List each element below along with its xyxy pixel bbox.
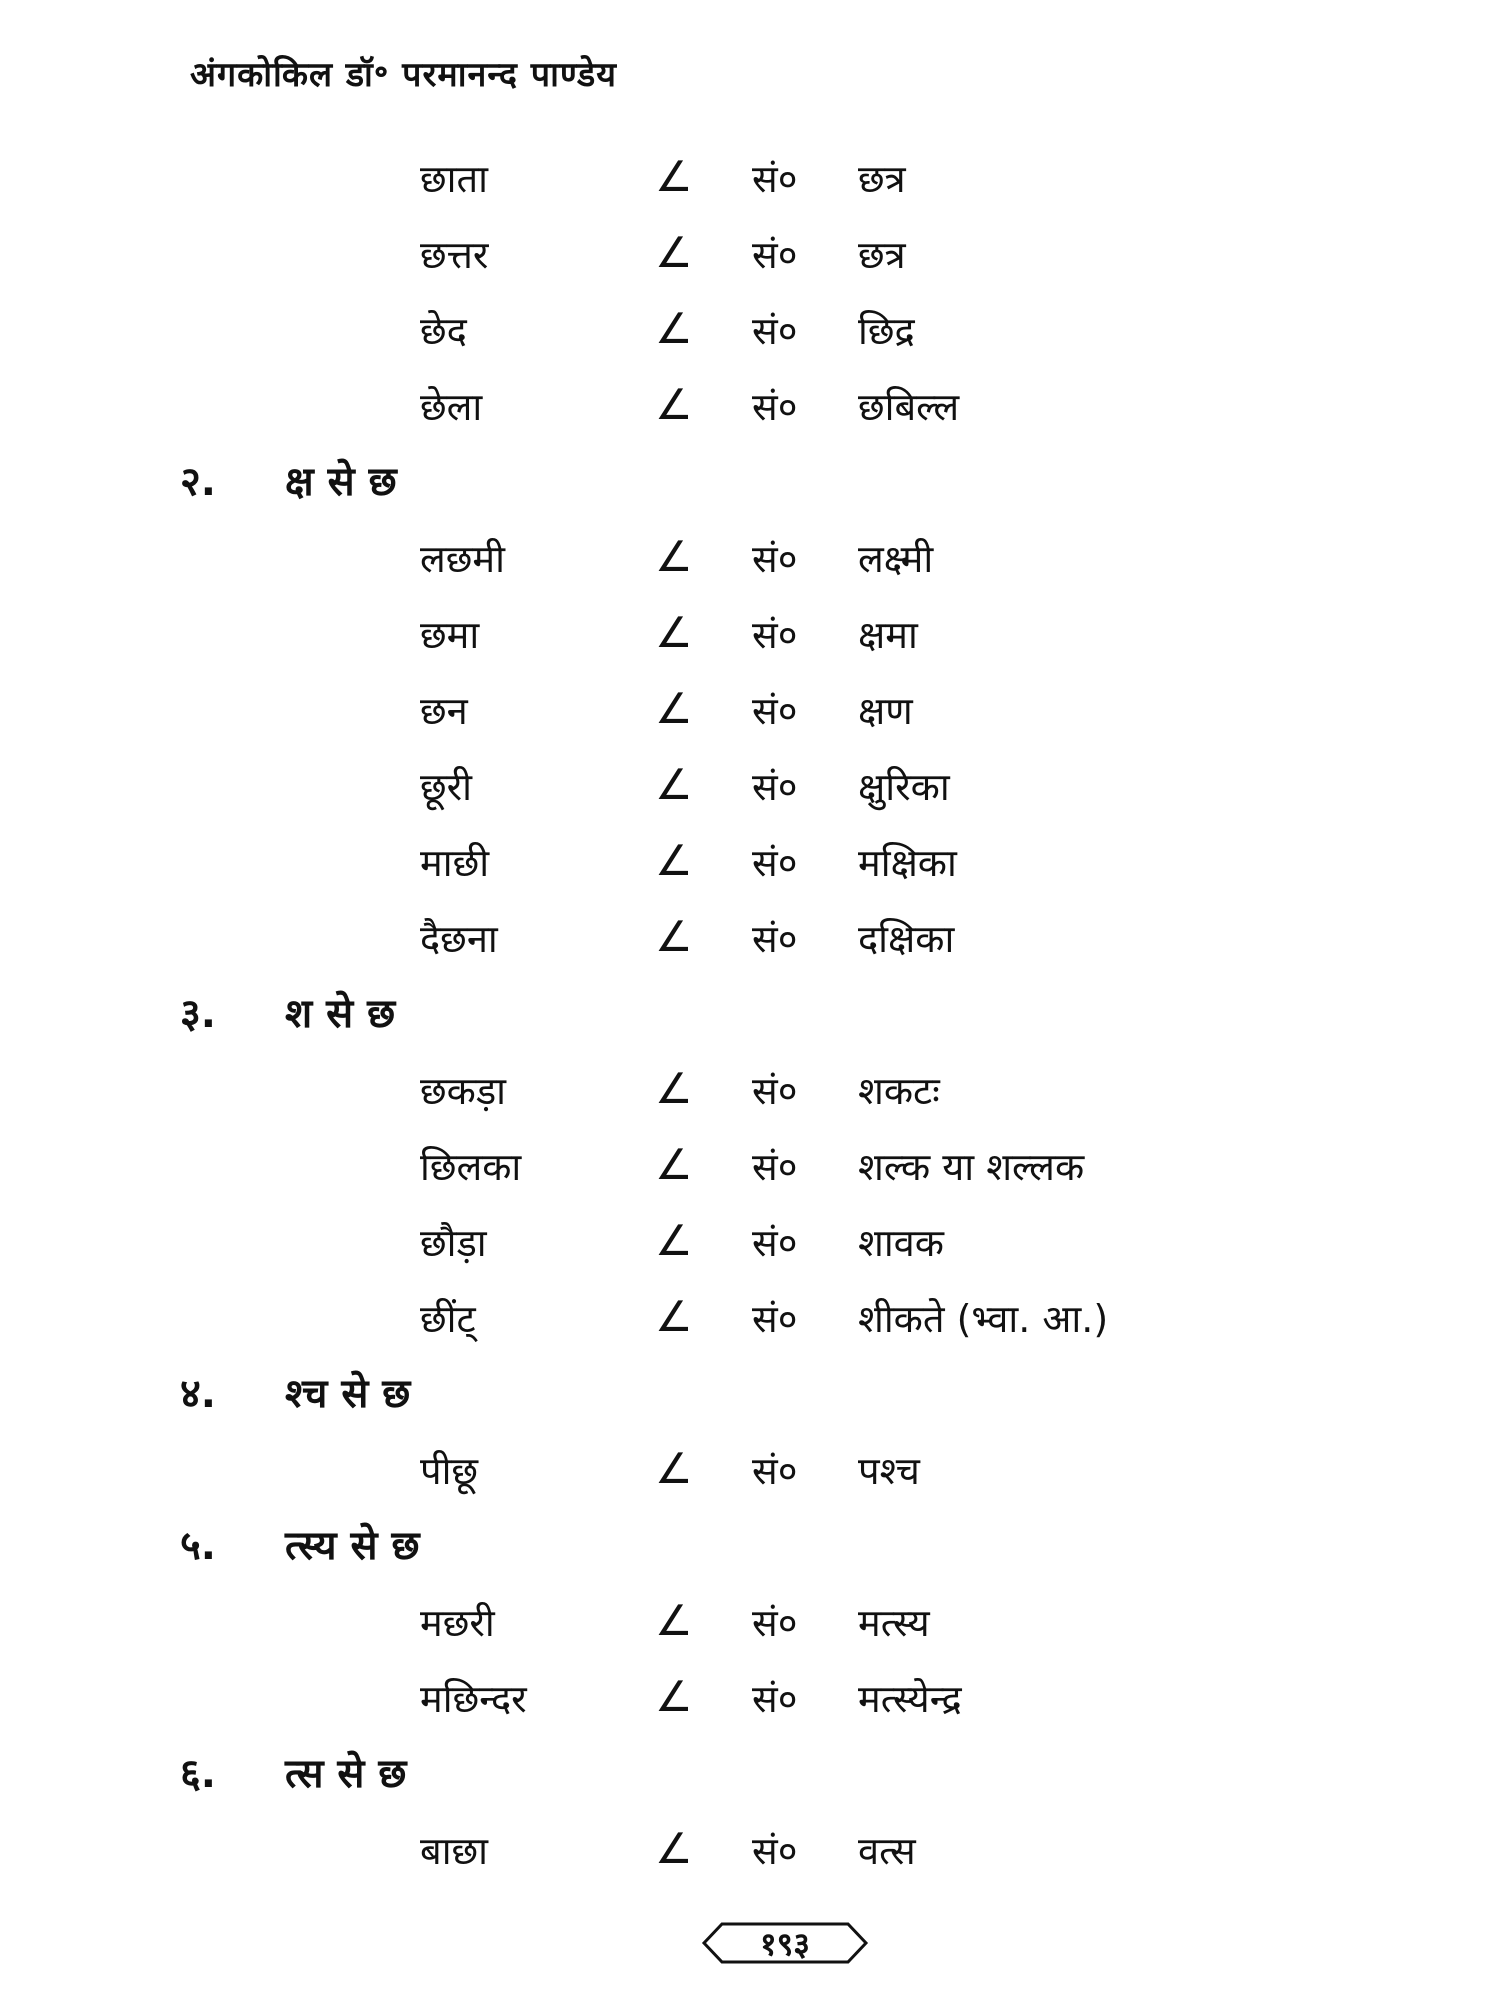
source-word: छत्र (858, 157, 906, 201)
section-number: ५. (180, 1523, 216, 1569)
sanskrit-abbreviation: सं० (752, 613, 798, 657)
source-word: छबिल्ल (858, 385, 960, 429)
source-word: शल्क या शल्लक (858, 1145, 1085, 1189)
entry-row (0, 836, 1500, 896)
entry-row (0, 304, 1500, 364)
entry-word: छकड़ा (420, 1069, 506, 1113)
entry-word: दैछना (420, 917, 498, 961)
source-word: पश्च (858, 1449, 920, 1493)
section-title: त्स्य से छ (285, 1523, 420, 1569)
sanskrit-abbreviation: सं० (752, 537, 798, 581)
derivation-sign: ∠ (655, 1444, 693, 1493)
source-word: वत्स (858, 1829, 916, 1873)
entry-row (0, 380, 1500, 440)
sanskrit-abbreviation: सं० (752, 841, 798, 885)
derivation-sign: ∠ (655, 912, 693, 961)
entry-row (0, 1140, 1500, 1200)
source-word: लक्ष्मी (858, 537, 934, 581)
derivation-sign: ∠ (655, 228, 693, 277)
entry-row (0, 684, 1500, 744)
sanskrit-abbreviation: सं० (752, 765, 798, 809)
sanskrit-abbreviation: सं० (752, 689, 798, 733)
running-header: अंगकोकिल डॉ॰ परमानन्द पाण्डेय (190, 55, 617, 95)
derivation-sign: ∠ (655, 380, 693, 429)
entry-row (0, 1444, 1500, 1504)
derivation-sign: ∠ (655, 684, 693, 733)
sanskrit-abbreviation: सं० (752, 233, 798, 277)
section-heading (180, 1364, 410, 1419)
entry-row (0, 1672, 1500, 1732)
entry-row (0, 228, 1500, 288)
entry-word: छूरी (420, 765, 473, 809)
derivation-sign: ∠ (655, 1064, 693, 1113)
sanskrit-abbreviation: सं० (752, 1829, 798, 1873)
sanskrit-abbreviation: सं० (752, 917, 798, 961)
entry-word: मछरी (420, 1601, 495, 1645)
entry-word: बाछा (420, 1829, 489, 1873)
source-word: मत्स्येन्द्र (858, 1677, 962, 1721)
entry-word: छन (420, 689, 468, 733)
section-heading (180, 452, 397, 507)
section-title: क्ष से छ (285, 459, 397, 505)
derivation-sign: ∠ (655, 304, 693, 353)
entry-word: छिलका (420, 1145, 522, 1189)
entry-word: पीछू (420, 1449, 479, 1493)
entry-row (0, 1292, 1500, 1352)
entry-row (0, 1824, 1500, 1884)
entry-word: लछमी (420, 537, 505, 581)
entry-word: मछिन्दर (420, 1677, 527, 1721)
entry-row (0, 152, 1500, 212)
source-word: मत्स्य (858, 1601, 930, 1645)
entry-row (0, 1596, 1500, 1656)
section-title: त्स से छ (285, 1751, 407, 1797)
sanskrit-abbreviation: सं० (752, 1297, 798, 1341)
source-word: छिद्र (858, 309, 915, 353)
source-word: क्षमा (858, 613, 918, 657)
page-number (700, 1920, 870, 1966)
sanskrit-abbreviation: सं० (752, 385, 798, 429)
source-word: शावक (858, 1221, 944, 1265)
section-number: ३. (180, 991, 216, 1037)
entry-word: छत्तर (420, 233, 489, 277)
entry-word: छेला (420, 385, 483, 429)
entry-row (0, 1064, 1500, 1124)
derivation-sign: ∠ (655, 760, 693, 809)
sanskrit-abbreviation: सं० (752, 1069, 798, 1113)
section-heading (180, 1744, 406, 1799)
derivation-sign: ∠ (655, 608, 693, 657)
source-word: शकटः (858, 1069, 940, 1113)
sanskrit-abbreviation: सं० (752, 1601, 798, 1645)
entry-word: छौड़ा (420, 1221, 487, 1265)
entry-word: छेद (420, 309, 467, 353)
entry-word: छाता (420, 157, 488, 201)
sanskrit-abbreviation: सं० (752, 1677, 798, 1721)
entry-word: छमा (420, 613, 480, 657)
entry-row (0, 1216, 1500, 1276)
source-word: छत्र (858, 233, 906, 277)
derivation-sign: ∠ (655, 1596, 693, 1645)
source-word: क्षुरिका (858, 765, 950, 809)
entry-row (0, 608, 1500, 668)
section-number: २. (180, 459, 216, 505)
section-title: श से छ (285, 991, 396, 1037)
entry-word: माछी (420, 841, 490, 885)
sanskrit-abbreviation: सं० (752, 1221, 798, 1265)
sanskrit-abbreviation: सं० (752, 1449, 798, 1493)
source-word: दक्षिका (858, 917, 955, 961)
source-word: शीकते (भ्वा. आ.) (858, 1297, 1109, 1341)
source-word: क्षण (858, 689, 913, 733)
sanskrit-abbreviation: सं० (752, 309, 798, 353)
derivation-sign: ∠ (655, 836, 693, 885)
derivation-sign: ∠ (655, 1216, 693, 1265)
entry-word: छींट् (420, 1297, 476, 1341)
derivation-sign: ∠ (655, 152, 693, 201)
section-number: ६. (180, 1751, 216, 1797)
derivation-sign: ∠ (655, 1292, 693, 1341)
entry-row (0, 760, 1500, 820)
derivation-sign: ∠ (655, 1824, 693, 1873)
derivation-sign: ∠ (655, 532, 693, 581)
section-heading (180, 984, 395, 1039)
sanskrit-abbreviation: सं० (752, 1145, 798, 1189)
section-title: श्च से छ (285, 1371, 411, 1417)
derivation-sign: ∠ (655, 1140, 693, 1189)
sanskrit-abbreviation: सं० (752, 157, 798, 201)
derivation-sign: ∠ (655, 1672, 693, 1721)
page-number-text: १९३ (760, 1925, 810, 1963)
entry-row (0, 912, 1500, 972)
entry-row (0, 532, 1500, 592)
source-word: मक्षिका (858, 841, 957, 885)
section-heading (180, 1516, 420, 1571)
section-number: ४. (180, 1371, 216, 1417)
